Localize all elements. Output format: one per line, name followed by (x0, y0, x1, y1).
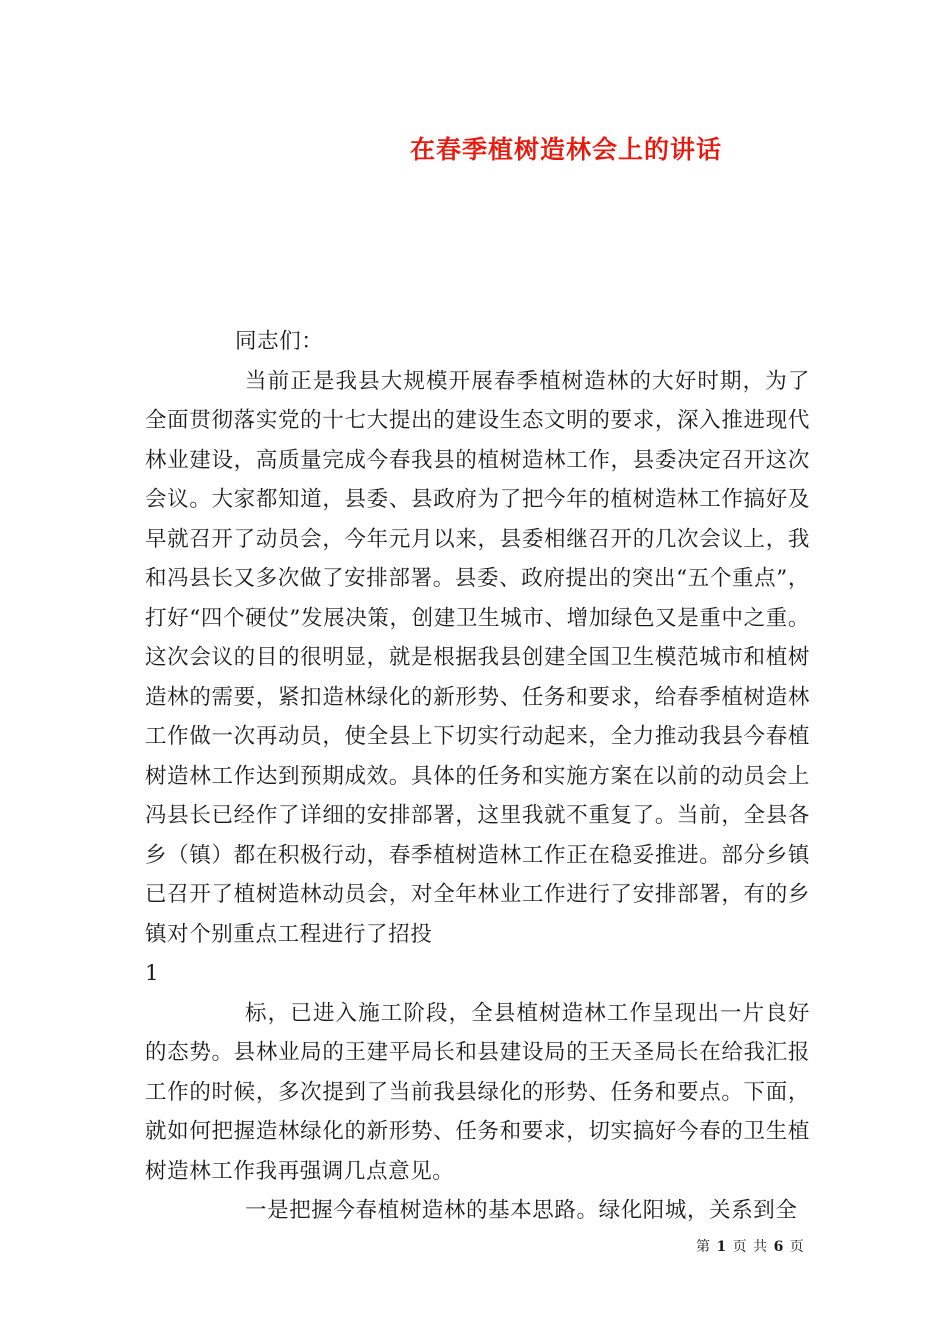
paragraph-1: 当前正是我县大规模开展春季植树造林的大好时期，为了全面贯彻落实党的十七大提出的建设生态文明的要求，深入推进现代林业建设，高质量完成今春我县的植树造林工作，县委决定召开这次会议。大家都知道，县委、县政府为了把今年的植树造林工作搞好及早就召开了动员会，今年元月以来，县委相继召开的几次会议上，我和冯县长又多次做了安排部署。县委、政府提出的突出“五个重点”，打好“四个硬仗”发展决策，创建卫生城市、增加绿色又是重中之重。这次会议的目的很明显，就是根据我县创建全国卫生模范城市和植树造林的需要，紧扣造林绿化的新形势、任务和要求，给春季植树造林工作做一次再动员，使全县上下切实行动起来，全力推动我县今春植树造林工作达到预期成效。具体的任务和实施方案在以前的动员会上冯县长已经作了详细的安排部署，这里我就不重复了。当前，全县各乡（镇）都在积极行动，春季植树造林工作正在稳妥推进。部分乡镇已召开了植树造林动员会，对全年林业工作进行了安排部署，有的乡镇对个别重点工程进行了招投 (145, 368, 810, 947)
inline-page-number: 1 (145, 961, 160, 986)
footer-middle: 页 共 (732, 1239, 769, 1255)
footer-current-page: 1 (716, 1239, 728, 1255)
document-title: 在春季植树造林会上的讲话 (410, 135, 723, 164)
footer-total-pages: 6 (773, 1239, 785, 1255)
paragraph-2: 标，已进入施工阶段，全县植树造林工作呈现出一片良好的态势。县林业局的王建平局长和县建设局的王天圣局长在给我汇报工作的时候，多次提到了当前我县绿化的形势、任务和要点。下面，就如何把握造林绿化的新形势、任务和要求，切实搞好今春的卫生植树造林工作我再强调几点意见。 (145, 1000, 810, 1184)
footer-suffix: 页 (789, 1239, 805, 1255)
page-footer (696, 1236, 805, 1256)
paragraph-3: 一是把握今春植树造林的基本思路。绿化阳城，关系到全 (245, 1198, 798, 1223)
salutation: 同志们： (235, 329, 324, 354)
footer-prefix: 第 (696, 1239, 711, 1255)
document-body (145, 322, 810, 1231)
